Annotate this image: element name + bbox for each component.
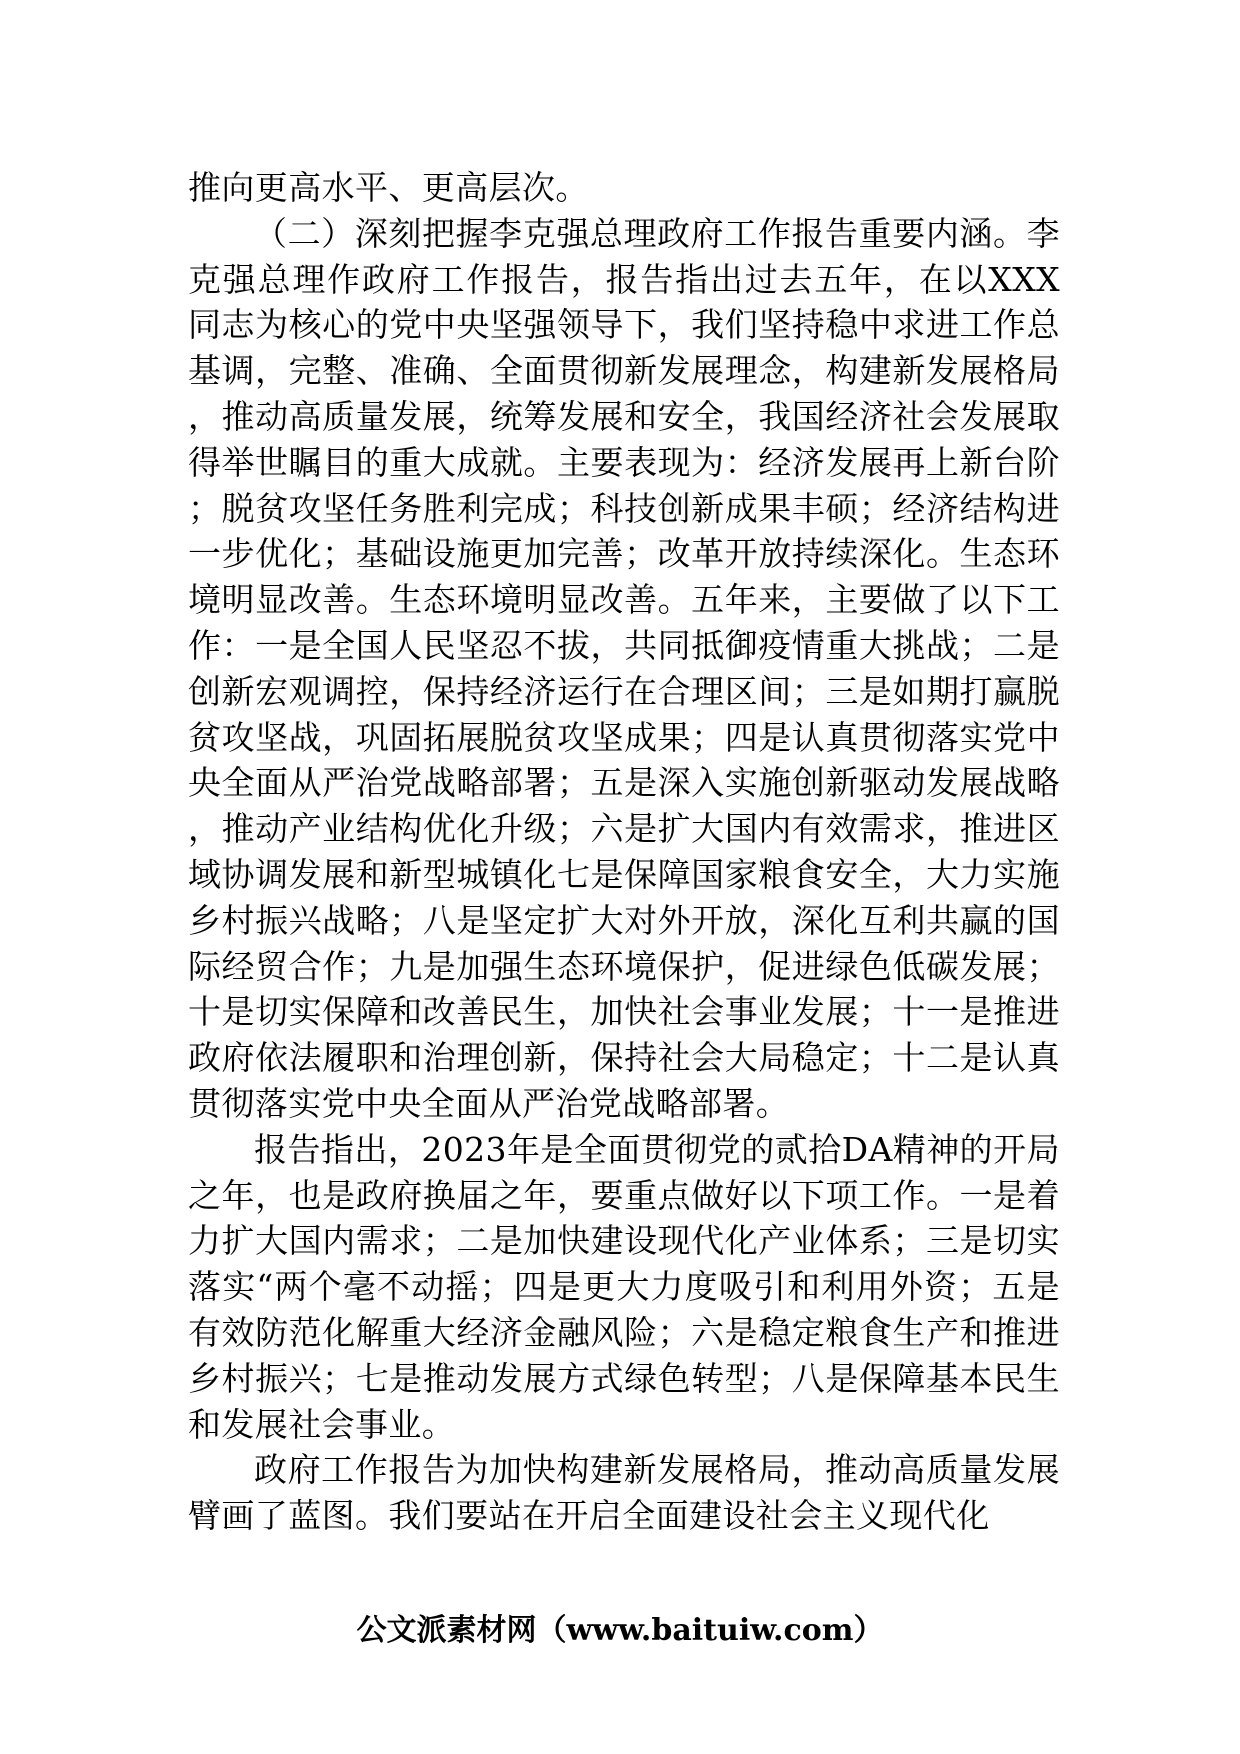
page-footer-source: 公文派素材网（www.baituiw.com） <box>356 1613 884 1648</box>
paragraph-blueprint: 政府工作报告为加快构建新发展格局，推动高质量发展臂画了蓝图。我们要站在开启全面建设社会主义现代化 <box>188 1450 1060 1536</box>
paragraph-report-priorities: 报告指出，2023年是全面贯彻党的贰拾DA精神的开局之年，也是政府换届之年，要重点做好以下项工作。一是着力扩大国内需求；二是加快建设现代化产业体系；三是切实落实“两个毫不动摇；四是更大力度吸引和利用外资；五是有效防范化解重大经济金融风险；六是稳定粮食生产和推进乡村振兴；七是推动发展方式绿色转型；八是保障基本民生和发展社会事业。 <box>188 1129 1060 1444</box>
paragraph-section-two: （二）深刻把握李克强总理政府工作报告重要内涵。李克强总理作政府工作报告，报告指出过去五年，在以XXX同志为核心的党中央坚强领导下，我们坚持稳中求进工作总基调，完整、准确、全面贯彻新发展理念，构建新发展格局，推动高质量发展，统筹发展和安全，我国经济社会发展取得举世瞩目的重大成就。主要表现为：经济发展再上新台阶；脱贫攻坚任务胜利完成；科技创新成果丰硕；经济结构进一步优化；基础设施更加完善；改革开放持续深化。生态环境明显改善。生态环境明显改善。五年来，主要做了以下工作：一是全国人民坚忍不拔，共同抵御疫情重大挑战；二是创新宏观调控，保持经济运行在合理区间；三是如期打赢脱贫攻坚战，巩固拓展脱贫攻坚成果；四是认真贯彻落实党中央全面从严治党战略部署；五是深入实施创新驱动发展战略，推动产业结构优化升级；六是扩大国内有效需求，推进区域协调发展和新型城镇化七是保障国家粮食安全，大力实施乡村振兴战略；八是坚定扩大对外开放，深化互利共赢的国际经贸合作；九是加强生态环境保护，促进绿色低碳发展；十是切实保障和改善民生，加快社会事业发展；十一是推进政府依法履职和治理创新，保持社会大局稳定；十二是认真贯彻落实党中央全面从严治党战略部署。 <box>188 213 1060 1123</box>
paragraph-continuation: 推向更高水平、更高层次。 <box>188 168 589 207</box>
document-body <box>188 165 1060 1539</box>
